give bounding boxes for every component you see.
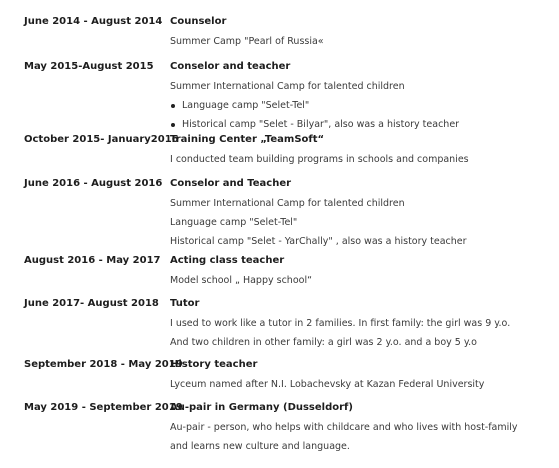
entry-content (170, 177, 540, 251)
entry-content (170, 297, 540, 352)
entry-content (170, 15, 540, 51)
entry-title: Training Center „TeamSoft“ (170, 134, 325, 145)
entry-line: Historical camp "Selet - YarChally" , also was a history teacher (170, 236, 467, 247)
entry-date: June 2017- August 2018 (24, 298, 159, 309)
entry-line: Summer International Camp for talented children (170, 198, 405, 209)
entry-title: Counselor (170, 16, 227, 27)
entry-content (170, 133, 540, 169)
bullet-item (170, 96, 540, 115)
entry-line: Summer Camp "Pearl of Russia« (170, 36, 324, 47)
entry-title: History teacher (170, 359, 258, 370)
entry-title: Tutor (170, 298, 200, 309)
entry-date: June 2016 - August 2016 (24, 178, 163, 189)
entry-line: Language camp "Selet-Tel" (170, 217, 298, 228)
entry-date: May 2019 - September 2019 (24, 402, 183, 413)
entry-line: Summer International Camp for talented children (170, 81, 405, 92)
entry-line: Model school „ Happy school“ (170, 275, 313, 286)
entry-line: and learns new culture and language. (170, 441, 350, 452)
entry-title: Au-pair in Germany (Dusseldorf) (170, 402, 353, 413)
bullet-item (170, 115, 540, 134)
bullet-icon (171, 123, 175, 127)
entry-date: May 2015-August 2015 (24, 61, 154, 72)
entry-content (170, 401, 540, 456)
entry-line: I conducted team building programs in schools and companies (170, 154, 469, 165)
entry-content (170, 254, 540, 290)
entry-line: And two children in other family: a girl was 2 y.o. and a boy 5 y.o (170, 337, 477, 348)
entry-title: Acting class teacher (170, 255, 285, 266)
entry-content (170, 358, 540, 394)
entry-title: Conselor and Teacher (170, 178, 292, 189)
bullet-text: Historical camp "Selet - Bilyar", also was a history teacher (182, 119, 460, 130)
entry-date: September 2018 - May 2019 (24, 359, 183, 370)
entry-content (170, 60, 540, 134)
entry-line: I used to work like a tutor in 2 families. In first family: the girl was 9 y.o. (170, 318, 511, 329)
entry-date: August 2016 - May 2017 (24, 255, 161, 266)
bullet-text: Language camp "Selet-Tel" (182, 100, 310, 111)
bullet-icon (171, 104, 175, 108)
entry-date: October 2015- January2016 (24, 134, 179, 145)
entry-date: June 2014 - August 2014 (24, 16, 163, 27)
entry-line: Lyceum named after N.I. Lobachevsky at Kazan Federal University (170, 379, 485, 390)
entry-line: Au-pair - person, who helps with childcare and who lives with host-family (170, 422, 518, 433)
entry-title: Conselor and teacher (170, 61, 291, 72)
